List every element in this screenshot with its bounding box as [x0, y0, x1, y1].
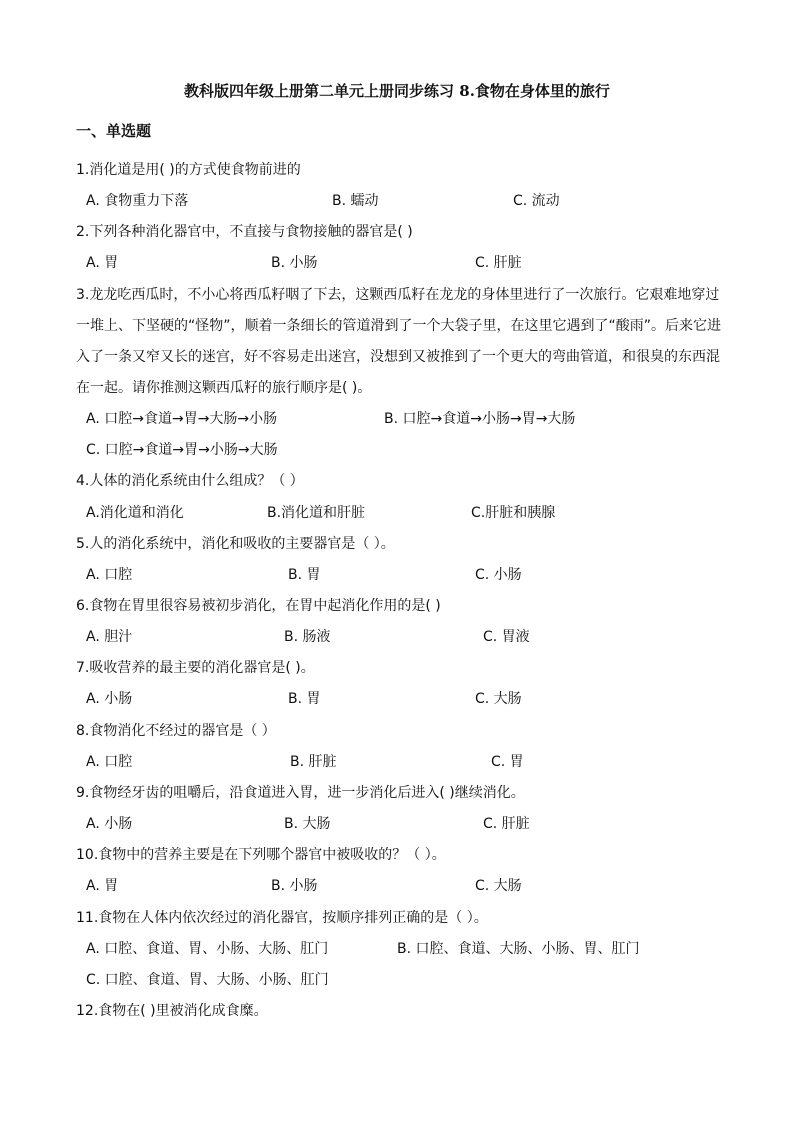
option-b: B. 小肠 — [271, 255, 318, 271]
option-b: B. 胃 — [288, 567, 321, 583]
question-5-options — [86, 560, 726, 591]
option-c: C. 大肠 — [475, 878, 522, 894]
option-b: B.消化道和肝脏 — [267, 505, 366, 521]
question-7-options — [86, 684, 726, 715]
question-5: 5.人的消化系统中，消化和吸收的主要器官是（ ）。 — [76, 536, 395, 552]
option-b: B. 口腔、食道、大肠、小肠、胃、肛门 — [397, 941, 640, 957]
option-c: C. 流动 — [513, 193, 560, 209]
question-8: 8.食物消化不经过的器官是（ ） — [76, 723, 276, 739]
option-c: C. 口腔→食道→胃→小肠→大肠 — [86, 442, 278, 458]
option-c: C. 口腔、食道、胃、大肠、小肠、肛门 — [86, 972, 329, 988]
option-b: B. 蠕动 — [332, 193, 379, 209]
question-3-options-row2 — [86, 435, 726, 466]
question-3: 3.龙龙吃西瓜时，不小心将西瓜籽咽了下去，这颗西瓜籽在龙龙的身体里进行了一次旅行。它艰难地穿过一堆上、下坚硬的“怪物”，顺着一条细长的管道滑到了一个大袋子里，在这里它遇到了“酸雨”。后来它进入了一条又窄又长的迷宫，好不容易走出迷宫，没想到又被推到了一个更大的弯曲管道，和很臭的东西混在一起。请你推测这颗西瓜籽的旅行顺序是( )。 — [76, 287, 722, 396]
question-4-options — [86, 498, 726, 529]
option-c: C.肝脏和胰腺 — [471, 505, 556, 521]
page-title: 教科版四年级上册第二单元上册同步练习 8.食物在身体里的旅行 — [184, 82, 610, 100]
option-b: B. 小肠 — [271, 878, 318, 894]
option-a: A. 胆汁 — [86, 629, 133, 645]
option-c: C. 小肠 — [475, 567, 522, 583]
option-a: A. 口腔→食道→胃→大肠→小肠 — [86, 411, 278, 427]
question-7: 7.吸收营养的最主要的消化器官是( )。 — [76, 660, 315, 676]
question-1-options — [86, 186, 726, 217]
option-a: A. 小肠 — [86, 816, 133, 832]
option-a: A. 口腔 — [86, 567, 133, 583]
option-a: A.消化道和消化 — [86, 505, 184, 521]
option-b: B. 大肠 — [284, 816, 331, 832]
option-a: A. 胃 — [86, 255, 119, 271]
question-11: 11.食物在人体内依次经过的消化器官，按顺序排列正确的是（ ）。 — [76, 910, 488, 926]
option-b: B. 胃 — [288, 691, 321, 707]
option-a: A. 口腔 — [86, 754, 133, 770]
question-10-options — [86, 871, 726, 902]
question-10: 10.食物中的营养主要是在下列哪个器官中被吸收的？（ ）。 — [76, 847, 446, 863]
option-a: A. 食物重力下落 — [86, 193, 189, 209]
option-b: B. 肝脏 — [290, 754, 337, 770]
option-c: C. 胃 — [491, 754, 524, 770]
section-heading: 一、单选题 — [76, 122, 152, 140]
question-8-options — [86, 747, 726, 778]
question-2: 2.下列各种消化器官中，不直接与食物接触的器官是( ) — [76, 224, 413, 240]
question-9-options — [86, 809, 726, 840]
option-a: A. 胃 — [86, 878, 119, 894]
question-1: 1.消化道是用( )的方式使食物前进的 — [76, 162, 301, 178]
option-c: C. 肝脏 — [475, 255, 522, 271]
option-a: A. 小肠 — [86, 691, 133, 707]
question-11-options-row1 — [86, 934, 726, 965]
question-12: 12.食物在( )里被消化成食糜。 — [76, 1003, 268, 1019]
question-4: 4.人体的消化系统由什么组成？（ ） — [76, 473, 304, 489]
option-c: C. 肝脏 — [483, 816, 530, 832]
option-b: B. 口腔→食道→小肠→胃→大肠 — [384, 411, 576, 427]
option-b: B. 肠液 — [284, 629, 331, 645]
question-11-options-row2 — [86, 965, 726, 996]
option-a: A. 口腔、食道、胃、小肠、大肠、肛门 — [86, 941, 329, 957]
question-2-options — [86, 248, 726, 279]
option-c: C. 胃液 — [483, 629, 530, 645]
question-9: 9.食物经牙齿的咀嚼后，沿食道进入胃，进一步消化后进入( )继续消化。 — [76, 785, 525, 801]
question-3-options-row1 — [86, 404, 726, 435]
question-6: 6.食物在胃里很容易被初步消化，在胃中起消化作用的是( ) — [76, 598, 441, 614]
option-c: C. 大肠 — [475, 691, 522, 707]
question-6-options — [86, 622, 726, 653]
